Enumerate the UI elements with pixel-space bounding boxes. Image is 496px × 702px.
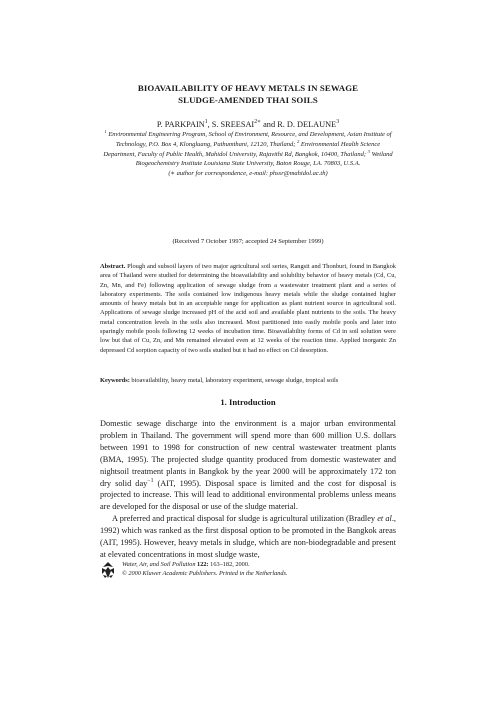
abstract-label: Abstract. <box>100 263 126 270</box>
section-heading: 1. Introduction <box>220 397 276 407</box>
paper-title <box>60 82 436 106</box>
keywords-label: Keywords: <box>100 377 130 384</box>
affiliations <box>100 130 396 179</box>
affil-marker-1: 1 <box>104 128 107 134</box>
author-3-affil: 3 <box>336 119 340 126</box>
journal-pages: 163–182, 2000. <box>208 561 250 568</box>
body-text <box>100 418 396 561</box>
author-1-affil: 1 <box>204 119 208 126</box>
paragraph-1 <box>100 418 396 513</box>
publisher-logo-icon <box>100 561 116 579</box>
author-3: R. D. DELAUNE <box>277 120 337 129</box>
abstract <box>100 262 396 355</box>
paragraph-1-end: (AIT, 1995). Disposal space is limited and the cost for disposal is projected to increase. This will lead to additional environmental problems unless means are developed for the disposal or use of the sludge material. <box>100 478 396 512</box>
author-separator: , <box>207 120 212 129</box>
abstract-text: Plough and subsoil layers of two major agricultural soil series, Rangsit and Thonburi, found in Bangkok area of Thailand were studied for determining the bioavailability and solubility behavior of heavy metals (Cd, Cu, Zn, Mn, and Fe) following application of sewage sludge from a wastewater treatment plant and a series of laboratory experiments. The soils contained low indigenous heavy metals while the sludge contained higher amounts of heavy metals but in an acceptable range for application as plant nutrient source in agricultural soil. Applications of sewage sludge increased pH of the acid soil and available plant nutrients to the soils. The heavy metal concentration levels in the soils also increased. Most partitioned into easily mobile pools and later into sparingly mobile pools following 12 weeks of incubation time. Bioavailability forms of Cd in soil solution were low but that of Cu, Zn, and Mn remained elevated even at 12 weeks of the reaction time. Applied inorganic Zn depressed Cd sorption capacity of two soils studied but it had no effect on Cd desorption. <box>100 263 396 354</box>
title-line-1: BIOAVAILABILITY OF HEAVY METALS IN SEWAGE <box>137 83 359 93</box>
journal-volume: 122: <box>195 561 209 568</box>
received-dates: (Received 7 October 1997; accepted 24 September 1999) <box>172 238 324 245</box>
author-separator: and <box>261 120 278 129</box>
journal-name: Water, Air, and Soil Pollution <box>122 561 196 568</box>
author-1: P. PARKPAIN <box>156 120 205 129</box>
paragraph-2 <box>100 513 396 561</box>
author-list <box>40 119 456 130</box>
keywords-text: bioavailability, heavy metal, laboratory experiment, sewage sludge, tropical soils <box>129 377 339 384</box>
keywords <box>100 376 396 385</box>
author-2-affil: 2∗ <box>254 119 262 126</box>
et-al: et al <box>377 514 392 524</box>
affil-marker-3: 3 <box>367 148 370 154</box>
title-line-2: SLUDGE-AMENDED THAI SOILS <box>178 95 318 105</box>
paragraph-2-end: ., 1992) which was ranked as the first disposal option to be promoted in the Bangkok areas (AIT, 1995). However, heavy metals in sludge, which are non-biodegradable and present at elevated concentrations in most sludge waste, <box>100 514 396 559</box>
affiliation-3: Wetland Biogeochemistry Institute Louisiana State University, Baton Rouge, LA. 70803, U.S.A. <box>135 150 393 168</box>
unit-exponent: −1 <box>147 477 154 484</box>
correspondence-note: (∗ author for correspondence, e-mail: phssr@mahidol.ac.th) <box>168 170 328 178</box>
paragraph-1-text: Domestic sewage discharge into the environment is a major urban environmental problem in Thailand. The government will spend more than 600 million U.S. dollars between 1991 to 1998 for construction of new central wastewater treatment plants (BMA, 1995). The projected sludge quantity produced from domestic wastewater and nightsoil treatment plants in Bangkok by the year 2000 will be approximately 172 ton dry solid day <box>100 419 396 488</box>
affil-marker-2: 2 <box>297 138 300 144</box>
paragraph-2-start: A preferred and practical disposal for sludge is agricultural utilization (Bradley <box>112 514 378 524</box>
journal-citation <box>122 561 250 570</box>
affiliation-2: Environmental Health Science Department, Faculty of Public Health, Mahidol University, Rajavithi Rd, Bangkok, 10400, Thailand; <box>103 140 381 158</box>
author-2: S. SREESAI <box>211 120 255 129</box>
copyright-line: © 2000 Kluwer Academic Publishers. Printed in the Netherlands. <box>122 570 288 577</box>
affiliation-1: Environmental Engineering Program, School of Environment, Resource, and Development, Asian Institute of Technology, P.O. Box 4, Klongluang, Pathumthani, 12120, Thailand; <box>106 131 392 148</box>
publication-footer <box>100 560 396 582</box>
